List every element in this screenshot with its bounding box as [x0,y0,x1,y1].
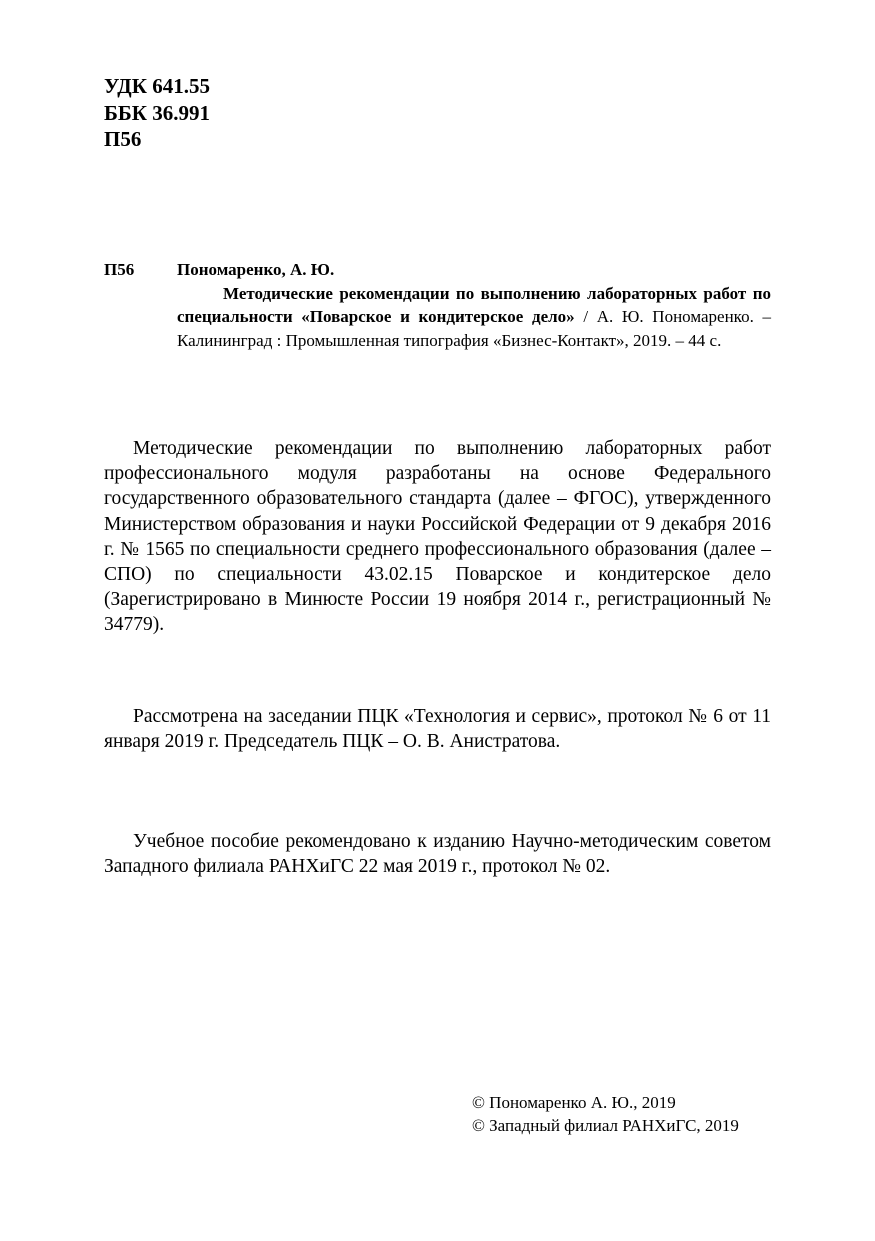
copyright-institution: © Западный филиал РАНХиГС, 2019 [472,1116,739,1135]
biblio-index: П56 [104,260,135,279]
methodology-paragraph: Методические рекомендации по выполнению лабораторных работ профессионального модуля разработаны на основе Федерального государственного образовательного стандарта (далее – ФГОС), утвержденного Министерством образования и науки Российской Федерации от 9 декабря 2016 г. № 1565 по специальности среднего профессионального образования (далее – СПО) по специальности 43.02.15 Поварское и кондитерское дело (Зарегистрировано в Минюсте России 19 ноября 2014 г., регистрационный № 34779). [104,438,771,636]
bbk-code: ББК 36.991 [104,100,210,125]
copyright-author: © Пономаренко А. Ю., 2019 [472,1093,676,1112]
biblio-imprint: / А. Ю. Пономаренко. – Калининград : Промышленная типография «Бизнес-Контакт», 2019. – 44 с. [177,307,771,350]
copyright-block [472,1091,739,1137]
biblio-author: Пономаренко, А. Ю. [177,260,335,279]
classification-codes [104,73,210,153]
author-sign: П56 [104,127,142,151]
biblio-title: Методические рекомендации по выполнению лабораторных работ по специальности «Поварское и кондитерское дело» [177,283,771,326]
review-paragraph: Рассмотрена на заседании ПЦК «Технология и сервис», протокол № 6 от 11 января 2019 г. Председатель ПЦК – О. В. Анистратова. [104,706,771,753]
biblio-body [177,258,771,352]
biblio-description [177,282,771,353]
recommendation-paragraph: Учебное пособие рекомендовано к изданию Научно-методическим советом Западного филиала РАНХиГС 22 мая 2019 г., протокол № 02. [104,831,771,878]
udk-code: УДК 641.55 [104,74,210,98]
